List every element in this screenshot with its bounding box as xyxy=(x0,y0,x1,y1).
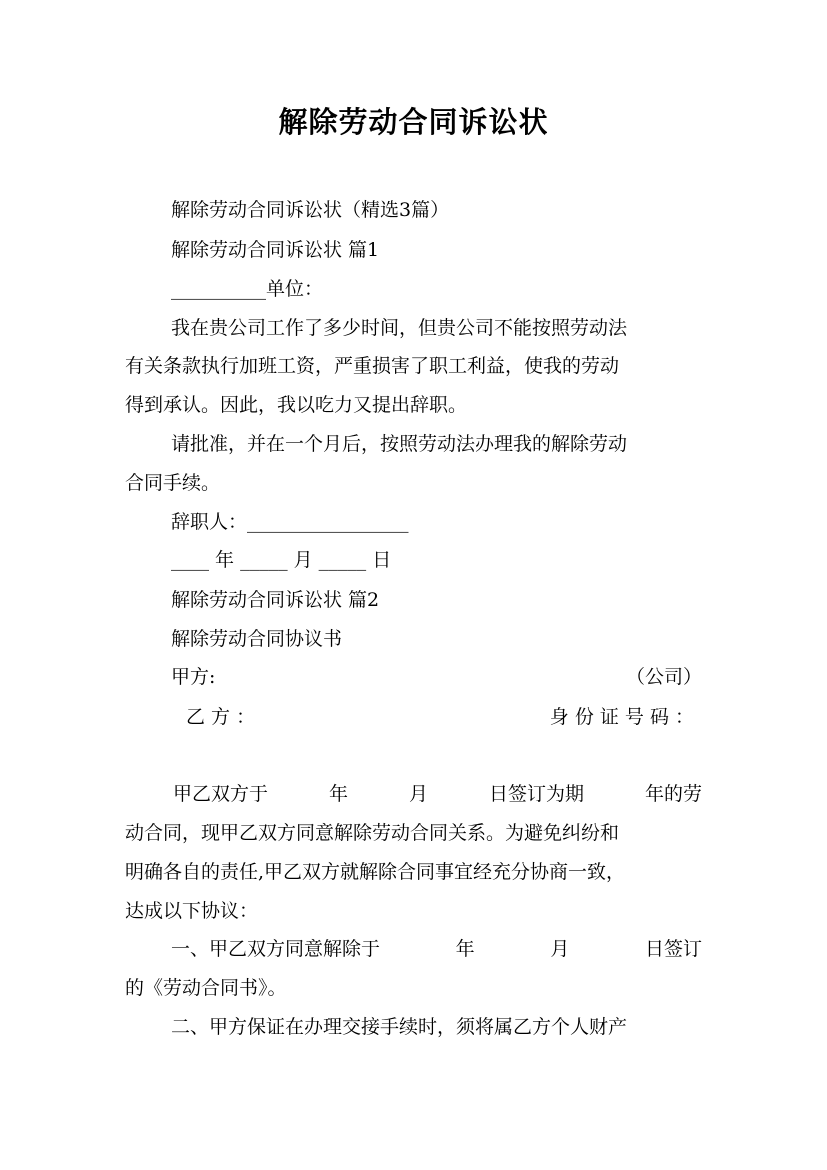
party-b-label: 乙 方 ： xyxy=(186,706,256,728)
clause-2-line: 二、甲方保证在办理交接手续时，须将属乙方个人财产 xyxy=(171,1016,628,1038)
doc-heading: 解除劳动合同诉讼状（精选3篇） xyxy=(171,199,450,221)
body-line: 合同手续。 xyxy=(125,472,221,494)
document-title: 解除劳动合同诉讼状 xyxy=(278,105,549,139)
section-heading-2: 解除劳动合同诉讼状 篇2 xyxy=(171,589,380,611)
agreement-text: 年 xyxy=(328,783,348,805)
clause-1-line: 的《劳动合同书》。 xyxy=(125,977,287,999)
signature-line: 辞职人：_________________ xyxy=(171,511,409,533)
clause-1-line xyxy=(171,936,702,962)
party-b-line xyxy=(186,704,694,730)
body-line: 得到承认。因此，我以吃力又提出辞职。 xyxy=(125,394,468,416)
clause-text: 月 xyxy=(550,938,570,960)
party-b-id-label: 身 份 证 号 码 ： xyxy=(549,706,694,728)
addressee-line: __________单位： xyxy=(171,278,324,300)
agreement-line: 达成以下协议： xyxy=(125,900,259,922)
body-line: 我在贵公司工作了多少时间，但贵公司不能按照劳动法 xyxy=(171,317,628,339)
section-heading-1: 解除劳动合同诉讼状 篇1 xyxy=(171,239,380,261)
date-line: ____ 年 _____ 月 _____ 日 xyxy=(171,549,392,571)
agreement-line: 动合同，现甲乙双方同意解除劳动合同关系。为避免纠纷和 xyxy=(125,822,620,844)
clause-text: 年 xyxy=(455,938,475,960)
agreement-text: 月 xyxy=(408,783,428,805)
body-line: 有关条款执行加班工资，严重损害了职工利益，使我的劳动 xyxy=(125,355,620,377)
agreement-text: 甲乙双方于 xyxy=(173,783,269,805)
agreement-line: 明确各自的责任,甲乙双方就解除合同事宜经充分协商一致， xyxy=(125,861,626,883)
body-line: 请批准，并在一个月后，按照劳动法办理我的解除劳动 xyxy=(171,433,628,455)
agreement-text: 年的劳 xyxy=(644,783,702,805)
agreement-title: 解除劳动合同协议书 xyxy=(171,628,343,650)
party-a-suffix: （公司） xyxy=(625,666,702,688)
agreement-text: 日签订为期 xyxy=(488,783,584,805)
party-a-label: 甲方: xyxy=(171,666,216,688)
agreement-line xyxy=(173,781,702,807)
clause-text: 一、甲乙双方同意解除于 xyxy=(171,938,381,960)
clause-text: 日签订 xyxy=(644,938,702,960)
party-a-line xyxy=(171,664,702,690)
